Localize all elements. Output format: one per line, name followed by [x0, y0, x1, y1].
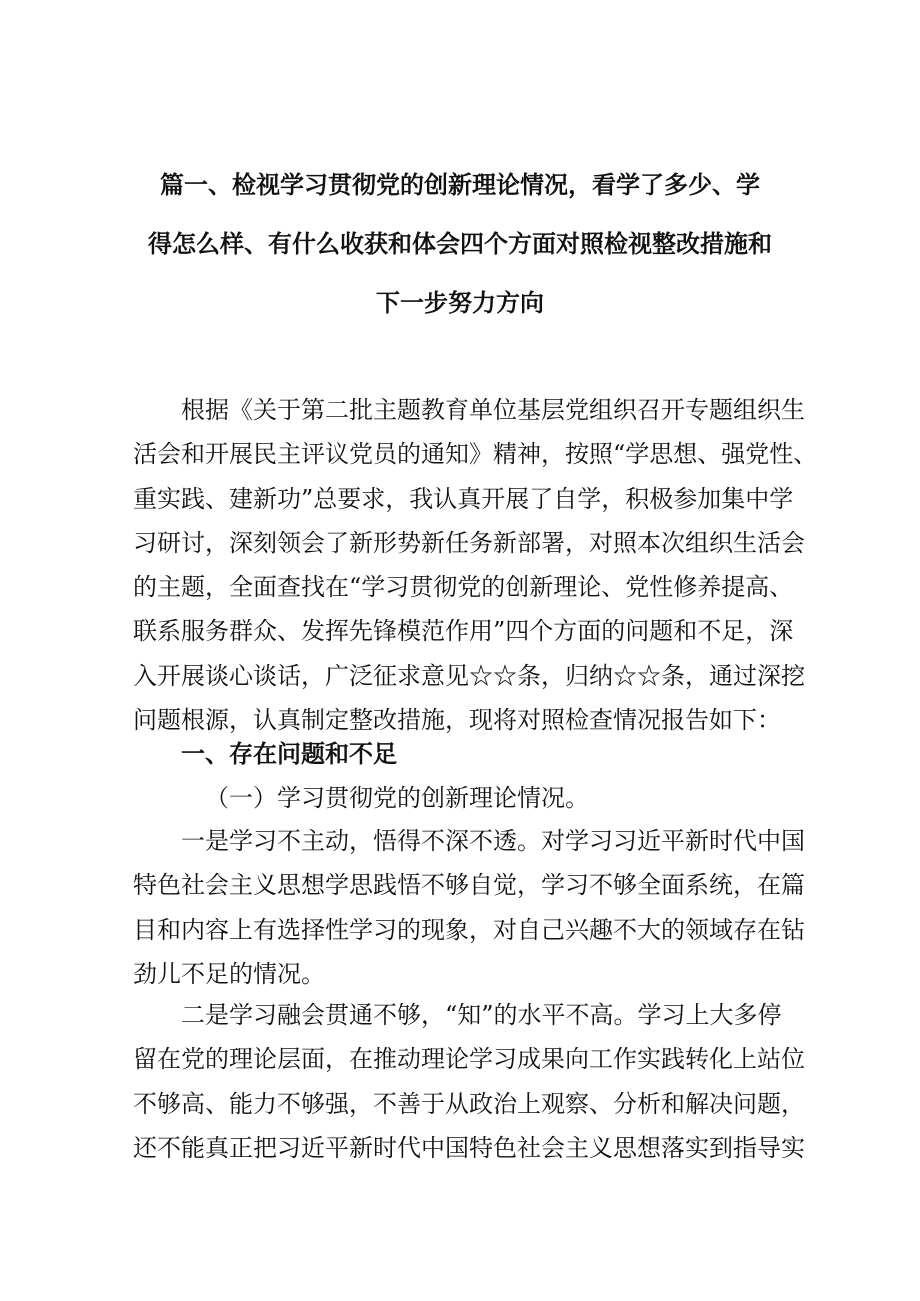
intro-line: 联系服务群众、发挥先锋模范作用”四个方面的问题和不足，深 — [133, 617, 794, 646]
document-title-line-1: 篇一、检视学习贯彻党的创新理论情况，看学了多少、学 — [160, 171, 760, 199]
point-two-line: 留在党的理论层面，在推动理论学习成果向工作实践转化上站位 — [133, 1045, 805, 1074]
intro-line: 习研讨，深刻领会了新形势新任务新部署，对照本次组织生活会 — [133, 528, 805, 557]
point-two-line: 不够高、能力不够强，不善于从政治上观察、分析和解决问题， — [133, 1089, 805, 1118]
intro-line: 入开展谈心谈话，广泛征求意见☆☆条，归纳☆☆条，通过深挖 — [133, 661, 805, 690]
point-two-paragraph — [133, 1000, 805, 1177]
point-two-line: 还不能真正把习近平新时代中国特色社会主义思想落实到指导实 — [133, 1133, 805, 1162]
intro-line: 根据《关于第二批主题教育单位基层党组织召开专题组织生 — [181, 396, 805, 424]
point-one-line: 特色社会主义思想学思践悟不够自觉，学习不够全面系统，在篇 — [133, 871, 805, 900]
subsection-heading-text: （一）学习贯彻党的创新理论情况。 — [205, 784, 589, 812]
document-title-line-3: 下一步努力方向 — [376, 289, 544, 317]
section-heading-text: 一、存在问题和不足 — [181, 740, 397, 768]
point-one-paragraph — [133, 826, 805, 1003]
subsection-heading-theory — [133, 783, 793, 827]
point-one-line: 目和内容上有选择性学习的现象，对自己兴趣不大的领域存在钻 — [133, 915, 805, 944]
intro-line: 的主题，全面查找在“学习贯彻党的创新理论、党性修养提高、 — [133, 573, 794, 602]
intro-line: 问题根源，认真制定整改措施，现将对照检查情况报告如下： — [133, 706, 781, 735]
point-one-line: 一是学习不主动，悟得不深不透。对学习习近平新时代中国 — [181, 827, 805, 855]
intro-line: 活会和开展民主评议党员的通知》精神，按照“学思想、强党性、 — [133, 440, 818, 469]
section-heading-problems — [133, 739, 793, 783]
document-title-line-2: 得怎么样、有什么收获和体会四个方面对照检视整改措施和 — [148, 230, 772, 258]
point-one-line: 劲儿不足的情况。 — [133, 959, 325, 988]
intro-line: 重实践、建新功”总要求，我认真开展了自学，积极参加集中学 — [133, 484, 794, 513]
intro-paragraph — [133, 395, 818, 749]
point-two-line: 二是学习融会贯通不够，“知”的水平不高。学习上大多停 — [181, 1001, 782, 1029]
